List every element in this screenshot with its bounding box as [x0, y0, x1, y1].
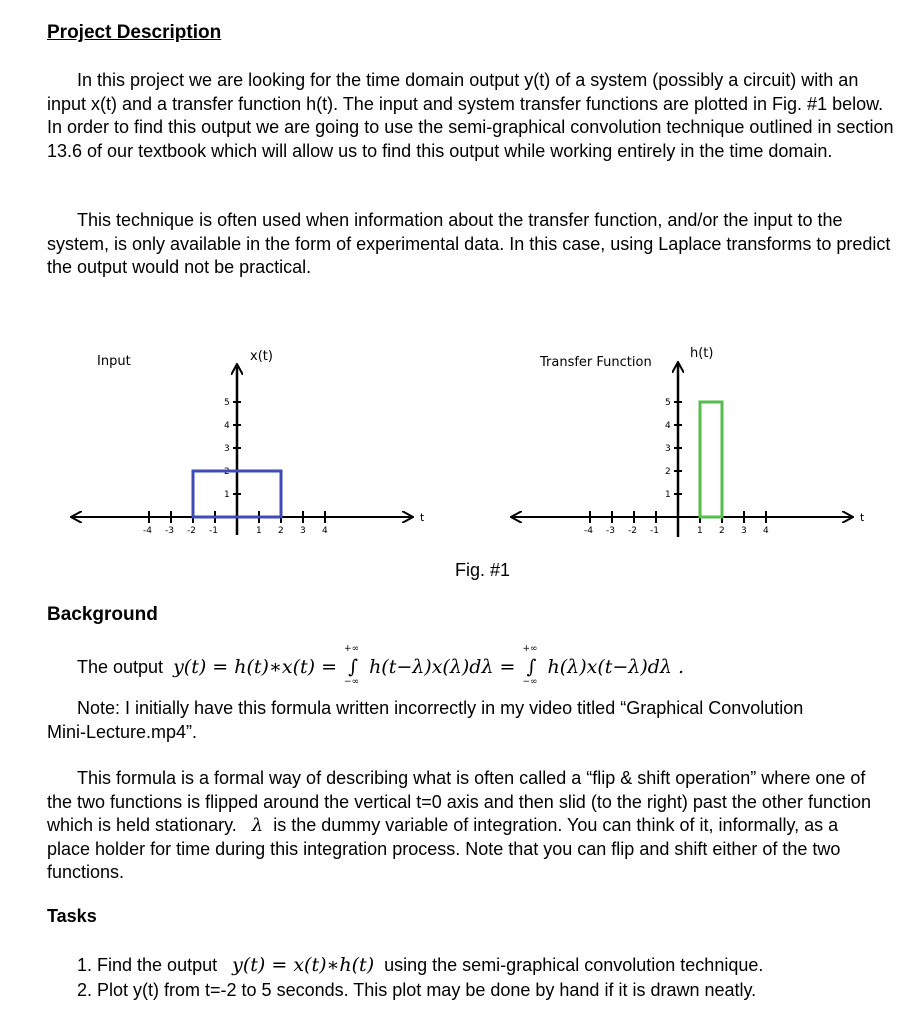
transfer-ylabel: h(t)	[690, 346, 714, 361]
y-tick-label: 2	[665, 467, 671, 477]
input-xlabel: t	[420, 511, 425, 524]
x-tick-label: 1	[256, 526, 262, 536]
input-ylabel: x(t)	[250, 349, 273, 364]
integral-sign-1: +∞ ∫ −∞	[344, 644, 360, 687]
x-tick-label: 4	[322, 526, 328, 536]
background-heading: Background	[47, 604, 158, 625]
x-tick-label: 2	[278, 526, 284, 536]
y-tick-label: 4	[224, 421, 230, 431]
intro-paragraph-1: In this project we are looking for the time domain output y(t) of a system (possibly a circuit) with an input x(t) and a transfer function h(t). The input and system transfer functions are plotted in Fig. #1 below. In order to find this output we are going to use the semi-graphical convolution technique outlined in section 13.6 of our textbook which will allow us to find this output while working entirely in the time domain.	[47, 70, 894, 161]
x-tick-label: -1	[209, 526, 218, 536]
input-plot-label: Input	[97, 354, 131, 369]
x-tick-label: -3	[165, 526, 174, 536]
integral-sign-2: +∞ ∫ −∞	[522, 644, 538, 687]
transfer-pulse	[700, 402, 722, 517]
intro-paragraph-2: This technique is often used when information about the transfer function, and/or the input to the system, is only available in the form of experimental data. In this case, using Laplace transforms to predict the output would not be practical.	[47, 210, 891, 277]
task-2: 2. Plot y(t) from t=-2 to 5 seconds. This plot may be done by hand if it is drawn neatly.	[77, 980, 757, 1000]
transfer-xlabel: t	[860, 511, 865, 524]
y-tick-label: 2	[224, 467, 230, 477]
y-tick-label: 3	[665, 444, 671, 454]
x-tick-label: -4	[143, 526, 152, 536]
figure-caption: Fig. #1	[455, 560, 511, 580]
x-tick-label: -3	[606, 526, 615, 536]
x-tick-label: -2	[628, 526, 637, 536]
x-tick-label: -2	[187, 526, 196, 536]
y-tick-label: 5	[665, 398, 671, 408]
transfer-plot	[512, 346, 865, 537]
x-tick-label: 3	[300, 526, 306, 536]
x-tick-label: -4	[584, 526, 593, 536]
figure-1	[60, 335, 880, 545]
convolution-formula: The output y(t) = h(t)∗x(t) = +∞ ∫ −∞ h(t−λ)x(λ)dλ = +∞ ∫ −∞ h(λ)x(t−λ)dλ .	[77, 644, 685, 687]
flip-shift-paragraph: This formula is a formal way of describing what is often called a “flip & shift operation” where one of the two functions is flipped around the vertical t=0 axis and then slid (to the right) past the other function which is held stationary. λ is the dummy variable of integration. You can think of it, informally, as a place holder for time during this integration process. Note that you can flip and shift either of the two functions.	[47, 768, 871, 882]
y-tick-label: 4	[665, 421, 671, 431]
task-1: 1. Find the output y(t) = x(t)∗h(t) using the semi-graphical convolution technique.	[77, 954, 764, 976]
y-tick-label: 1	[665, 490, 671, 500]
x-tick-label: 2	[719, 526, 725, 536]
x-tick-label: 3	[741, 526, 747, 536]
y-tick-label: 1	[224, 490, 230, 500]
tasks-heading: Tasks	[47, 906, 97, 926]
x-tick-label: 1	[697, 526, 703, 536]
input-plot	[72, 349, 425, 536]
x-tick-label: -1	[650, 526, 659, 536]
y-tick-label: 3	[224, 444, 230, 454]
note-paragraph: Note: I initially have this formula written incorrectly in my video titled “Graphical Convolution Mini-Lecture.mp4”.	[47, 698, 804, 742]
y-tick-label: 5	[224, 398, 230, 408]
x-tick-label: 4	[763, 526, 769, 536]
transfer-plot-label: Transfer Function	[540, 355, 652, 370]
page-title: Project Description	[47, 22, 222, 43]
